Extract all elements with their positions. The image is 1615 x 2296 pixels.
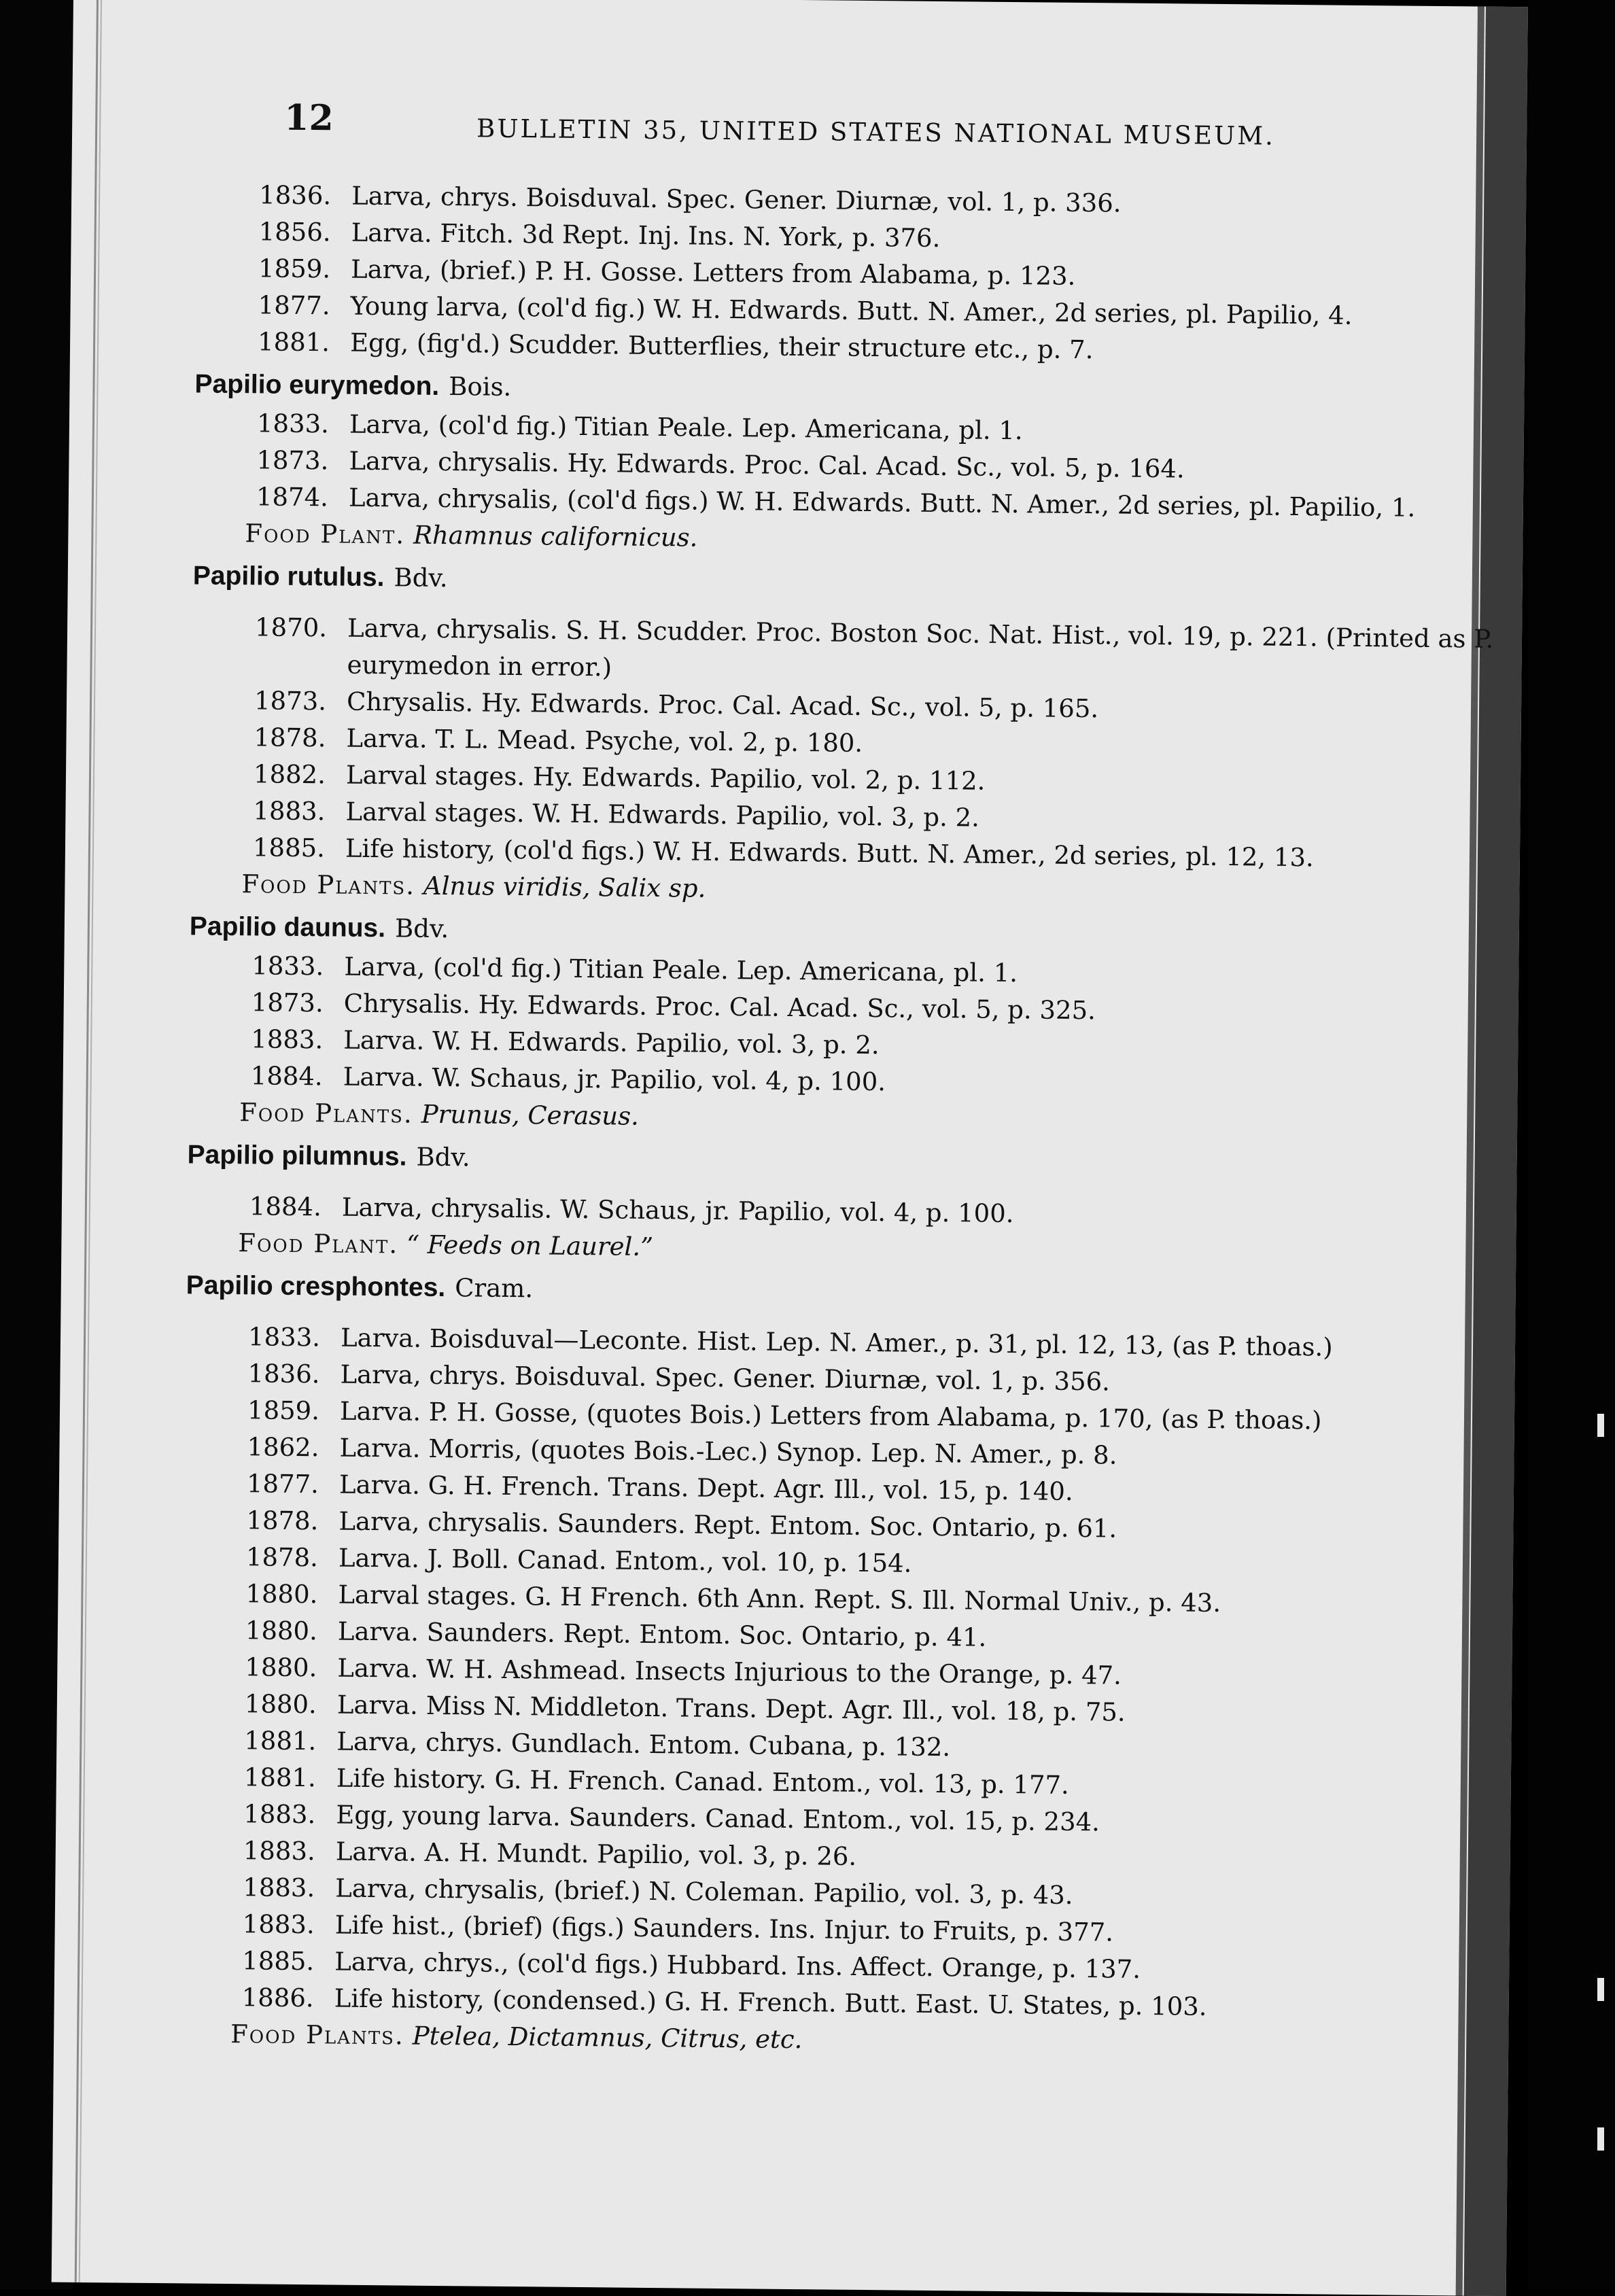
- entry-text: Larva. Miss N. Middleton. Trans. Dept. Agr. Ill., vol. 18, p. 75.: [336, 1690, 1126, 1727]
- entry-text: Larva, chrys. Boisduval. Spec. Gener. Diurnæ, vol. 1, p. 356.: [340, 1359, 1111, 1397]
- entry-text: Larva. W. Schaus, jr. Papilio, vol. 4, p. 100.: [343, 1062, 886, 1097]
- entry-year: 1880.: [245, 1616, 318, 1646]
- species-author: Cram.: [455, 1273, 534, 1304]
- food-plants-label: Food Plant.: [238, 1228, 399, 1259]
- species-name: Papilio eurymedon.: [194, 369, 440, 401]
- entry-year: 1883.: [242, 1909, 315, 1940]
- entry-year: 1880.: [245, 1579, 318, 1610]
- entry-year: 1881.: [257, 327, 330, 358]
- food-plants-value: Prunus, Cerasus.: [421, 1099, 640, 1131]
- entry-year: 1833.: [251, 951, 324, 981]
- entry-year: 1886.: [241, 1983, 314, 2013]
- entry-text: Larval stages. G. H French. 6th Ann. Rept. S. Ill. Normal Univ., p. 43.: [338, 1580, 1221, 1618]
- entry-text: Larva. P. H. Gosse, (quotes Bois.) Letters from Alabama, p. 170, (as P. thoas.): [339, 1396, 1322, 1436]
- entry-year: 1859.: [247, 1395, 320, 1426]
- species-author: Bdv.: [394, 914, 449, 944]
- bibliography-content: [186, 177, 1503, 2064]
- page-number: 12: [284, 97, 334, 139]
- entry-text: Larval stages. W. H. Edwards. Papilio, vol. 3, p. 2.: [345, 797, 980, 833]
- food-plants-value: Ptelea, Dictamnus, Citrus, etc.: [412, 2021, 803, 2055]
- entry-text: Larva, chrys. Boisduval. Spec. Gener. Diurnæ, vol. 1, p. 336.: [351, 181, 1122, 218]
- entry-year: 1833.: [256, 408, 330, 439]
- species-name: Papilio pilumnus.: [187, 1140, 407, 1172]
- entry-text: Larva. Fitch. 3d Rept. Inj. Ins. N. York, p. 376.: [351, 218, 941, 253]
- entry-text: Larva. G. H. French. Trans. Dept. Agr. Ill., vol. 15, p. 140.: [338, 1469, 1073, 1506]
- entry-year: 1873.: [254, 686, 327, 716]
- food-plants-value: “ Feeds on Laurel.”: [406, 1230, 654, 1262]
- species-author: Bdv.: [416, 1142, 470, 1172]
- entry-year: 1883.: [243, 1873, 315, 1903]
- species-author: Bois.: [449, 372, 512, 402]
- entry-text: Larva. J. Boll. Canad. Entom., vol. 10, p. 154.: [338, 1543, 912, 1578]
- entry-text: Egg, (fig'd.) Scudder. Butterflies, their structure etc., p. 7.: [349, 328, 1094, 365]
- entry-text: Life history. G. H. French. Canad. Entom., vol. 13, p. 177.: [336, 1763, 1070, 1800]
- entry-text: Larva, chrysalis. Saunders. Rept. Entom. Soc. Ontario, p. 61.: [338, 1506, 1117, 1544]
- species-name: Papilio rutulus.: [192, 561, 385, 593]
- entry-year: 1878.: [254, 723, 326, 753]
- entry-text: Larva, (col'd fig.) Titian Peale. Lep. Americana, pl. 1.: [344, 952, 1018, 988]
- entry-text: Larva, chrysalis, (col'd figs.) W. H. Edwards. Butt. N. Amer., 2d series, pl. Papilio, 1.: [348, 483, 1416, 523]
- entry-text: Larva, chrysalis. S. H. Scudder. Proc. Boston Soc. Nat. Hist., vol. 19, p. 221. (Printed as P. eurymedon in error.): [347, 613, 1494, 682]
- entry-text: Larva, chrys., (col'd figs.) Hubbard. Ins. Affect. Orange, p. 137.: [334, 1947, 1141, 1984]
- entry-text: Larva. T. L. Mead. Psyche, vol. 2, p. 180.: [346, 723, 863, 758]
- entry-year: 1874.: [256, 482, 329, 512]
- entry-text: Life history, (condensed.) G. H. French. Butt. East. U. States, p. 103.: [334, 1983, 1207, 2021]
- entry-text: Chrysalis. Hy. Edwards. Proc. Cal. Acad. Sc., vol. 5, p. 325.: [343, 988, 1096, 1026]
- entry-text: Larva, chrysalis. W. Schaus, jr. Papilio, vol. 4, p. 100.: [341, 1192, 1014, 1229]
- entry-text: Larva. Saunders. Rept. Entom. Soc. Ontario, p. 41.: [337, 1616, 987, 1652]
- entry-year: 1836.: [259, 180, 332, 211]
- entry-text: Larva, (brief.) P. H. Gosse. Letters from Alabama, p. 123.: [350, 254, 1076, 291]
- entry-year: 1878.: [246, 1506, 319, 1536]
- entry-year: 1877.: [258, 290, 330, 321]
- entry-year: 1884.: [250, 1061, 323, 1092]
- running-head: BULLETIN 35, UNITED STATES NATIONAL MUSEUM.: [476, 114, 1276, 151]
- entry-year: 1884.: [249, 1192, 322, 1222]
- entry-year: 1885.: [242, 1946, 315, 1977]
- food-plants-label: Food Plants.: [241, 869, 416, 901]
- entry-text: Larva. W. H. Edwards. Papilio, vol. 3, p. 2.: [343, 1025, 880, 1060]
- entry-year: 1873.: [251, 988, 324, 1018]
- food-plants-value: Alnus viridis, Salix sp.: [423, 871, 706, 903]
- book-page: [52, 0, 1528, 2296]
- entry-text: Larva, chrys. Gundlach. Entom. Cubana, p. 132.: [336, 1726, 951, 1762]
- margin-mark: [1597, 1978, 1604, 2001]
- entry-year: 1870.: [254, 612, 328, 643]
- entry-text: Young larva, (col'd fig.) W. H. Edwards. Butt. N. Amer., 2d series, pl. Papilio, 4.: [350, 291, 1353, 330]
- food-plants-label: Food Plant.: [245, 519, 406, 550]
- entry-year: 1833.: [247, 1322, 321, 1353]
- entry-text: Life hist., (brief) (figs.) Saunders. Ins. Injur. to Fruits, p. 377.: [334, 1910, 1114, 1947]
- entry-text: Larva. Morris, (quotes Bois.-Lec.) Synop. Lep. N. Amer., p. 8.: [339, 1433, 1117, 1470]
- entry-text: Chrysalis. Hy. Edwards. Proc. Cal. Acad. Sc., vol. 5, p. 165.: [346, 686, 1099, 724]
- entry-year: 1836.: [247, 1359, 320, 1389]
- scan-right-border: [1528, 0, 1615, 2289]
- page-edge-line: [75, 0, 99, 2282]
- margin-mark: [1597, 1414, 1604, 1437]
- entry-text: Larva. W. H. Ashmead. Insects Injurious to the Orange, p. 47.: [337, 1653, 1122, 1690]
- entry-year: 1877.: [246, 1469, 319, 1499]
- species-name: Papilio daunus.: [189, 911, 386, 943]
- entry-year: 1882.: [253, 759, 326, 790]
- entry-year: 1885.: [252, 833, 326, 863]
- food-plants-label: Food Plants.: [239, 1098, 413, 1129]
- entry-year: 1880.: [245, 1652, 317, 1683]
- entry-text: Larva, chrysalis. Hy. Edwards. Proc. Cal. Acad. Sc., vol. 5, p. 164.: [349, 446, 1185, 484]
- entry-year: 1883.: [251, 1024, 324, 1055]
- entry-year: 1859.: [258, 254, 331, 284]
- page-edge-line: [79, 0, 102, 2282]
- food-plants-value: Rhamnus californicus.: [413, 520, 698, 553]
- entry-year: 1881.: [244, 1726, 317, 1756]
- entry-year: 1878.: [245, 1542, 319, 1573]
- bibliography-entry: [254, 609, 1499, 695]
- entry-text: Larva. Boisduval—Leconte. Hist. Lep. N. Amer., p. 31, pl. 12, 13, (as P. thoas.): [340, 1323, 1333, 1362]
- entry-text: Egg, young larva. Saunders. Canad. Entom., vol. 15, p. 234.: [336, 1800, 1100, 1837]
- margin-mark: [1597, 2127, 1604, 2151]
- entry-text: Larva, chrysalis, (brief.) N. Coleman. Papilio, vol. 3, p. 43.: [335, 1873, 1073, 1910]
- entry-year: 1856.: [258, 217, 331, 247]
- entry-year: 1880.: [244, 1689, 317, 1720]
- entry-year: 1883.: [243, 1799, 316, 1830]
- entry-year: 1881.: [243, 1762, 317, 1793]
- entry-year: 1883.: [253, 796, 326, 827]
- entry-text: Larva, (col'd fig.) Titian Peale. Lep. Americana, pl. 1.: [349, 409, 1023, 446]
- entry-year: 1862.: [247, 1432, 319, 1463]
- food-plants-label: Food Plants.: [230, 2019, 404, 2051]
- entry-year: 1883.: [243, 1836, 315, 1866]
- species-name: Papilio cresphontes.: [186, 1270, 446, 1303]
- species-author: Bdv.: [394, 563, 448, 593]
- entry-text: Larval stages. Hy. Edwards. Papilio, vol. 2, p. 112.: [345, 760, 986, 796]
- entry-text: Life history, (col'd figs.) W. H. Edwards. Butt. N. Amer., 2d series, pl. 12, 13.: [345, 833, 1314, 873]
- entry-year: 1873.: [256, 445, 329, 476]
- entry-text: Larva. A. H. Mundt. Papilio, vol. 3, p. 26.: [335, 1837, 857, 1871]
